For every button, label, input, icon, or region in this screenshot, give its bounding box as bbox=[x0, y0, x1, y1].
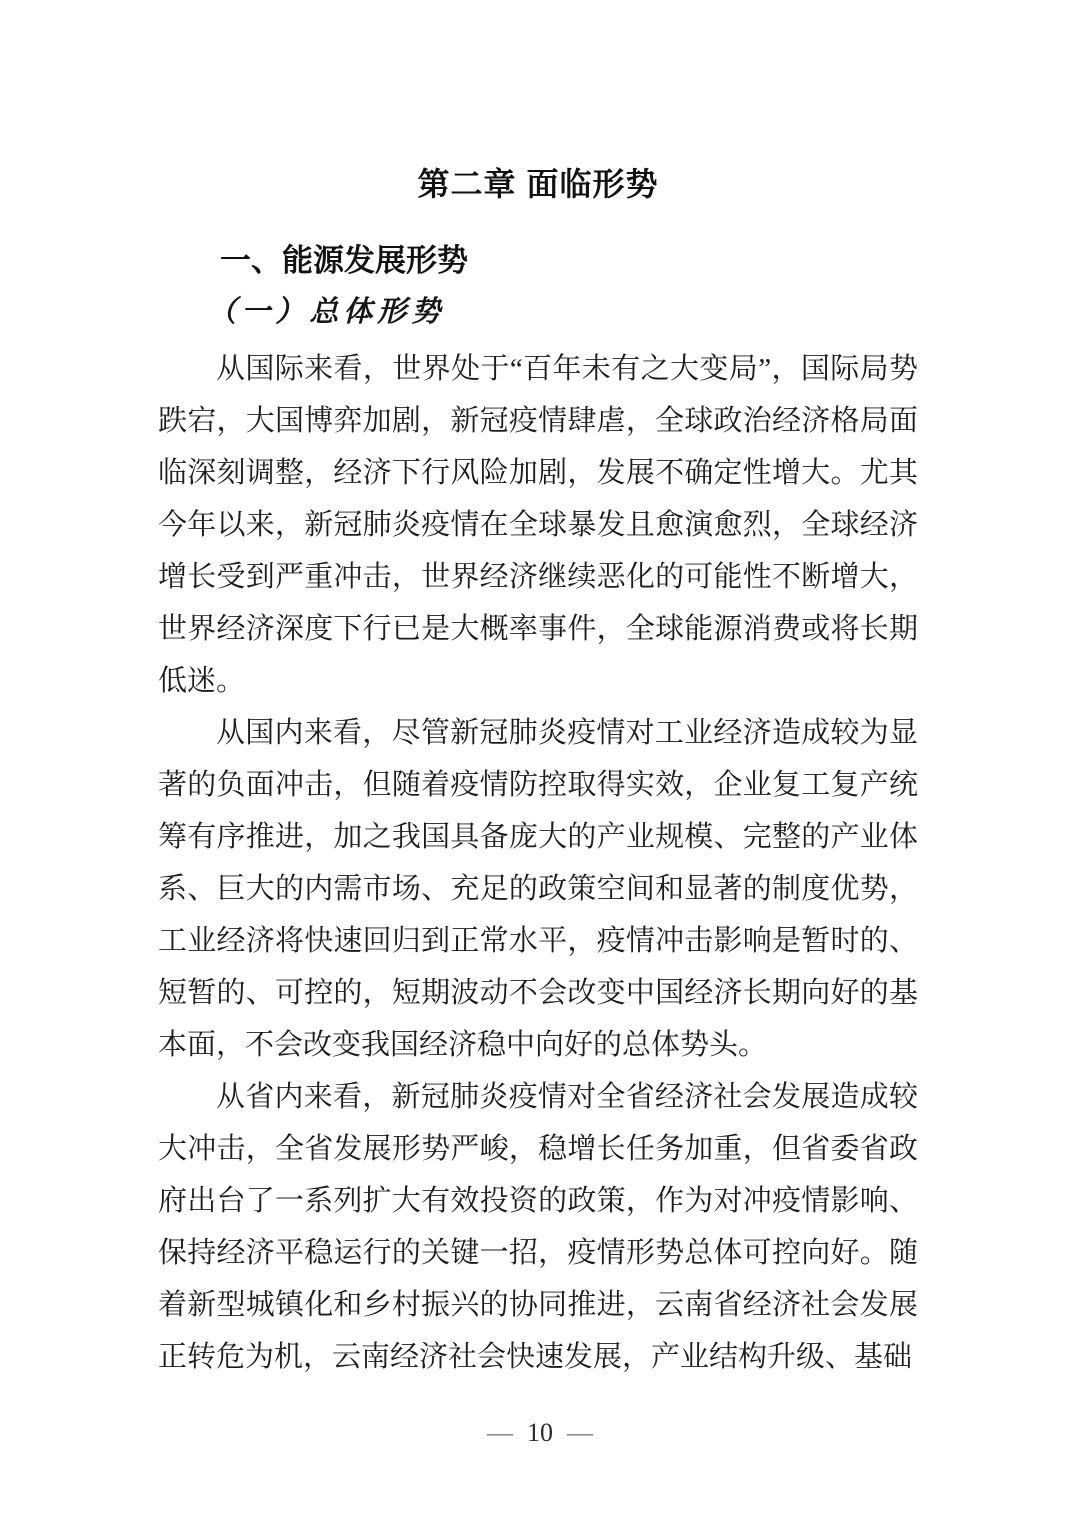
paragraph-domestic-situation: 从国内来看，尽管新冠肺炎疫情对工业经济造成较为显著的负面冲击，但随着疫情防控取得实效，企业复工复产统筹有序推进，加之我国具备庞大的产业规模、完整的产业体系、巨大的内需市场、充足的政策空间和显著的制度优势，工业经济将快速回归到正常水平，疫情冲击影响是暂时的、短暂的、可控的，短期波动不会改变中国经济长期向好的基本面，不会改变我国经济稳中向好的总体势头。 bbox=[158, 717, 918, 1061]
paragraph-provincial-situation: 从省内来看，新冠肺炎疫情对全省经济社会发展造成较大冲击，全省发展形势严峻，稳增长任务加重，但省委省政府出台了一系列扩大有效投资的政策，作为对冲疫情影响、保持经济平稳运行的关键一招，疫情形势总体可控向好。随着新型城镇化和乡村振兴的协同推进，云南省经济社会发展正转危为机，云南经济社会快速发展，产业结构升级、基础 bbox=[158, 1081, 918, 1373]
page-number: 10 bbox=[527, 1418, 553, 1447]
page-footer bbox=[0, 1418, 1080, 1448]
body-text bbox=[158, 343, 918, 1383]
subsection-heading-overall-situation: （一）总体形势 bbox=[207, 296, 446, 328]
chapter-title: 第二章 面临形势 bbox=[417, 166, 659, 202]
footer-dash-left: — bbox=[487, 1418, 513, 1447]
footer-dash-right: — bbox=[567, 1418, 593, 1447]
paragraph-international-situation: 从国际来看，世界处于“百年未有之大变局”，国际局势跌宕，大国博弈加剧，新冠疫情肆虐，全球政治经济格局面临深刻调整，经济下行风险加剧，发展不确定性增大。尤其今年以来，新冠肺炎疫情在全球暴发且愈演愈烈，全球经济增长受到严重冲击，世界经济继续恶化的可能性不断增大，世界经济深度下行已是大概率事件，全球能源消费或将长期低迷。 bbox=[158, 353, 918, 697]
section-heading-energy-development: 一、能源发展形势 bbox=[220, 243, 468, 278]
